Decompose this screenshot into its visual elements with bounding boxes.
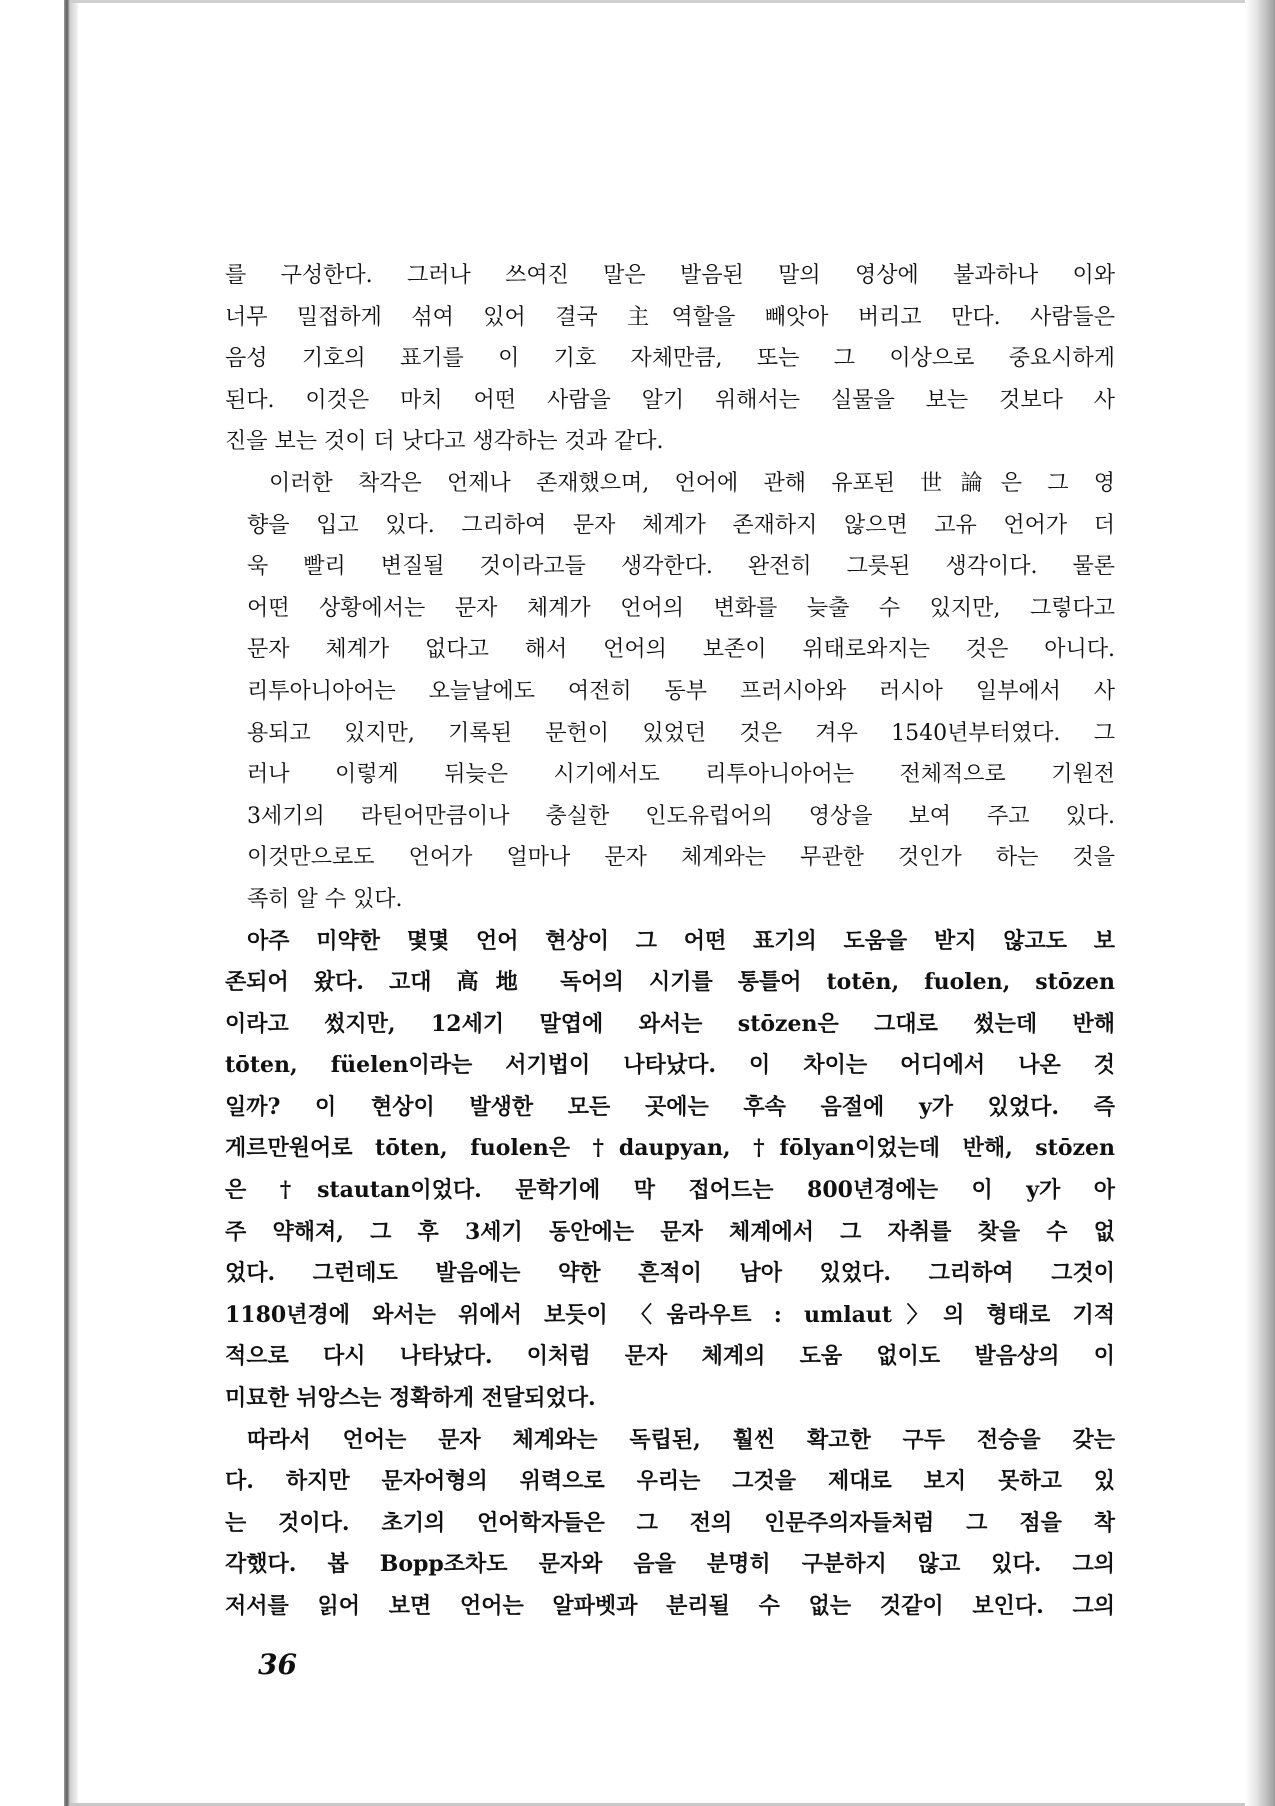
text-line: 미묘한 뉘앙스는 정확하게 전달되었다.: [225, 1385, 596, 1412]
text-line: 는 것이다. 초기의 언어학자들은 그 전의 인문주의자들처럼 그 점을 착: [225, 1509, 1115, 1536]
text-line: 문자 체계가 없다고 해서 언어의 보존이 위태로와지는 것은 아니다.: [247, 637, 1115, 663]
text-line: 욱 빨리 변질될 것이라고들 생각한다. 완전히 그릇된 생각이다. 물론: [247, 554, 1115, 580]
book-spine-edge: [64, 0, 78, 1806]
text-line: 어떤 상황에서는 문자 체계가 언어의 변화를 늦출 수 있지만, 그렇다고: [247, 595, 1115, 621]
paragraph-4: [225, 1420, 1115, 1628]
text-line: 된다. 이것은 마치 어떤 사람을 알기 위해서는 실물을 보는 것보다 사: [225, 387, 1115, 413]
text-line: 3세기의 라틴어만큼이나 충실한 인도유럽어의 영상을 보여 주고 있다.: [247, 803, 1115, 829]
text-line: 주 약해져, 그 후 3세기 동안에는 문자 체계에서 그 자취를 찾을 수 없: [225, 1218, 1115, 1245]
text-line: 진을 보는 것이 더 낫다고 생각하는 것과 같다.: [225, 429, 664, 455]
text-line: 음성 기호의 표기를 이 기호 자체만큼, 또는 그 이상으로 중요시하게: [225, 346, 1115, 372]
text-line: 은 †stautan이었다. 문학기에 막 접어드는 800년경에는 이 y가 아: [225, 1177, 1115, 1204]
text-line: 저서를 읽어 보면 언어는 알파벳과 분리될 수 없는 것같이 보인다. 그의: [225, 1593, 1115, 1619]
text-line: 1180년경에 와서는 위에서 보듯이 〈움라우트 : umlaut〉의 형태로 기적: [225, 1301, 1115, 1328]
text-line: 게르만원어로 tōten, fuolen은 †daupyan, †fōlyan이었는데 반해, stōzen: [225, 1135, 1115, 1162]
text-line: 다. 하지만 문자어형의 위력으로 우리는 그것을 제대로 보지 못하고 있: [225, 1468, 1115, 1495]
text-line: tōten, füelen이라는 서기법이 나타났다. 이 차이는 어디에서 나온 것: [225, 1052, 1115, 1079]
page-top-edge: [70, 0, 1245, 3]
text-line: 아주 미약한 몇몇 언어 현상이 그 어떤 표기의 도움을 받지 않고도 보: [247, 927, 1115, 954]
page-number: 36: [258, 1648, 297, 1681]
paragraph-3: [225, 921, 1115, 1420]
page-right-shadow: [1245, 0, 1275, 1806]
text-line: 이것만으로도 언어가 얼마나 문자 체계와는 무관한 것인가 하는 것을: [247, 845, 1115, 871]
text-line: 각했다. 봅 Bopp조차도 문자와 음을 분명히 구분하지 않고 있다. 그의: [225, 1551, 1115, 1578]
text-line: 이라고 썼지만, 12세기 말엽에 와서는 stōzen은 그대로 썼는데 반해: [225, 1010, 1115, 1037]
text-line: 따라서 언어는 문자 체계와는 독립된, 훨씬 확고한 구두 전승을 갖는: [247, 1426, 1115, 1453]
text-line: 적으로 다시 나타났다. 이처럼 문자 체계의 도움 없이도 발음상의 이: [225, 1343, 1115, 1370]
book-page-body: [225, 255, 1115, 1628]
page-margin-left: [0, 0, 64, 1806]
text-line: 너무 밀접하게 섞여 있어 결국 主역할을 빼앗아 버리고 만다. 사람들은: [225, 304, 1115, 330]
text-line: 었다. 그런데도 발음에는 약한 흔적이 남아 있었다. 그리하여 그것이: [225, 1260, 1115, 1287]
text-line: 이러한 착각은 언제나 존재했으며, 언어에 관해 유포된 世論은 그 영: [269, 470, 1115, 496]
text-line: 일까? 이 현상이 발생한 모든 곳에는 후속 음절에 y가 있었다. 즉: [225, 1093, 1115, 1120]
text-line: 용되고 있지만, 기록된 문헌이 있었던 것은 겨우 1540년부터였다. 그: [247, 720, 1115, 746]
text-line: 향을 입고 있다. 그리하여 문자 체계가 존재하지 않으면 고유 언어가 더: [247, 512, 1115, 538]
text-line: 존되어 왔다. 고대 高地 독어의 시기를 통틀어 totēn, fuolen, stōzen: [225, 969, 1115, 996]
text-line: 족히 알 수 있다.: [247, 886, 403, 912]
text-line: 를 구성한다. 그러나 쓰여진 말은 발음된 말의 영상에 불과하나 이와: [225, 263, 1115, 288]
text-line: 리투아니아어는 오늘날에도 여전히 동부 프러시아와 러시아 일부에서 사: [247, 678, 1115, 704]
text-line: 러나 이렇게 뒤늦은 시기에서도 리투아니아어는 전체적으로 기원전: [247, 762, 1115, 788]
paragraph-2: [225, 463, 1115, 921]
paragraph-1: [225, 255, 1115, 463]
